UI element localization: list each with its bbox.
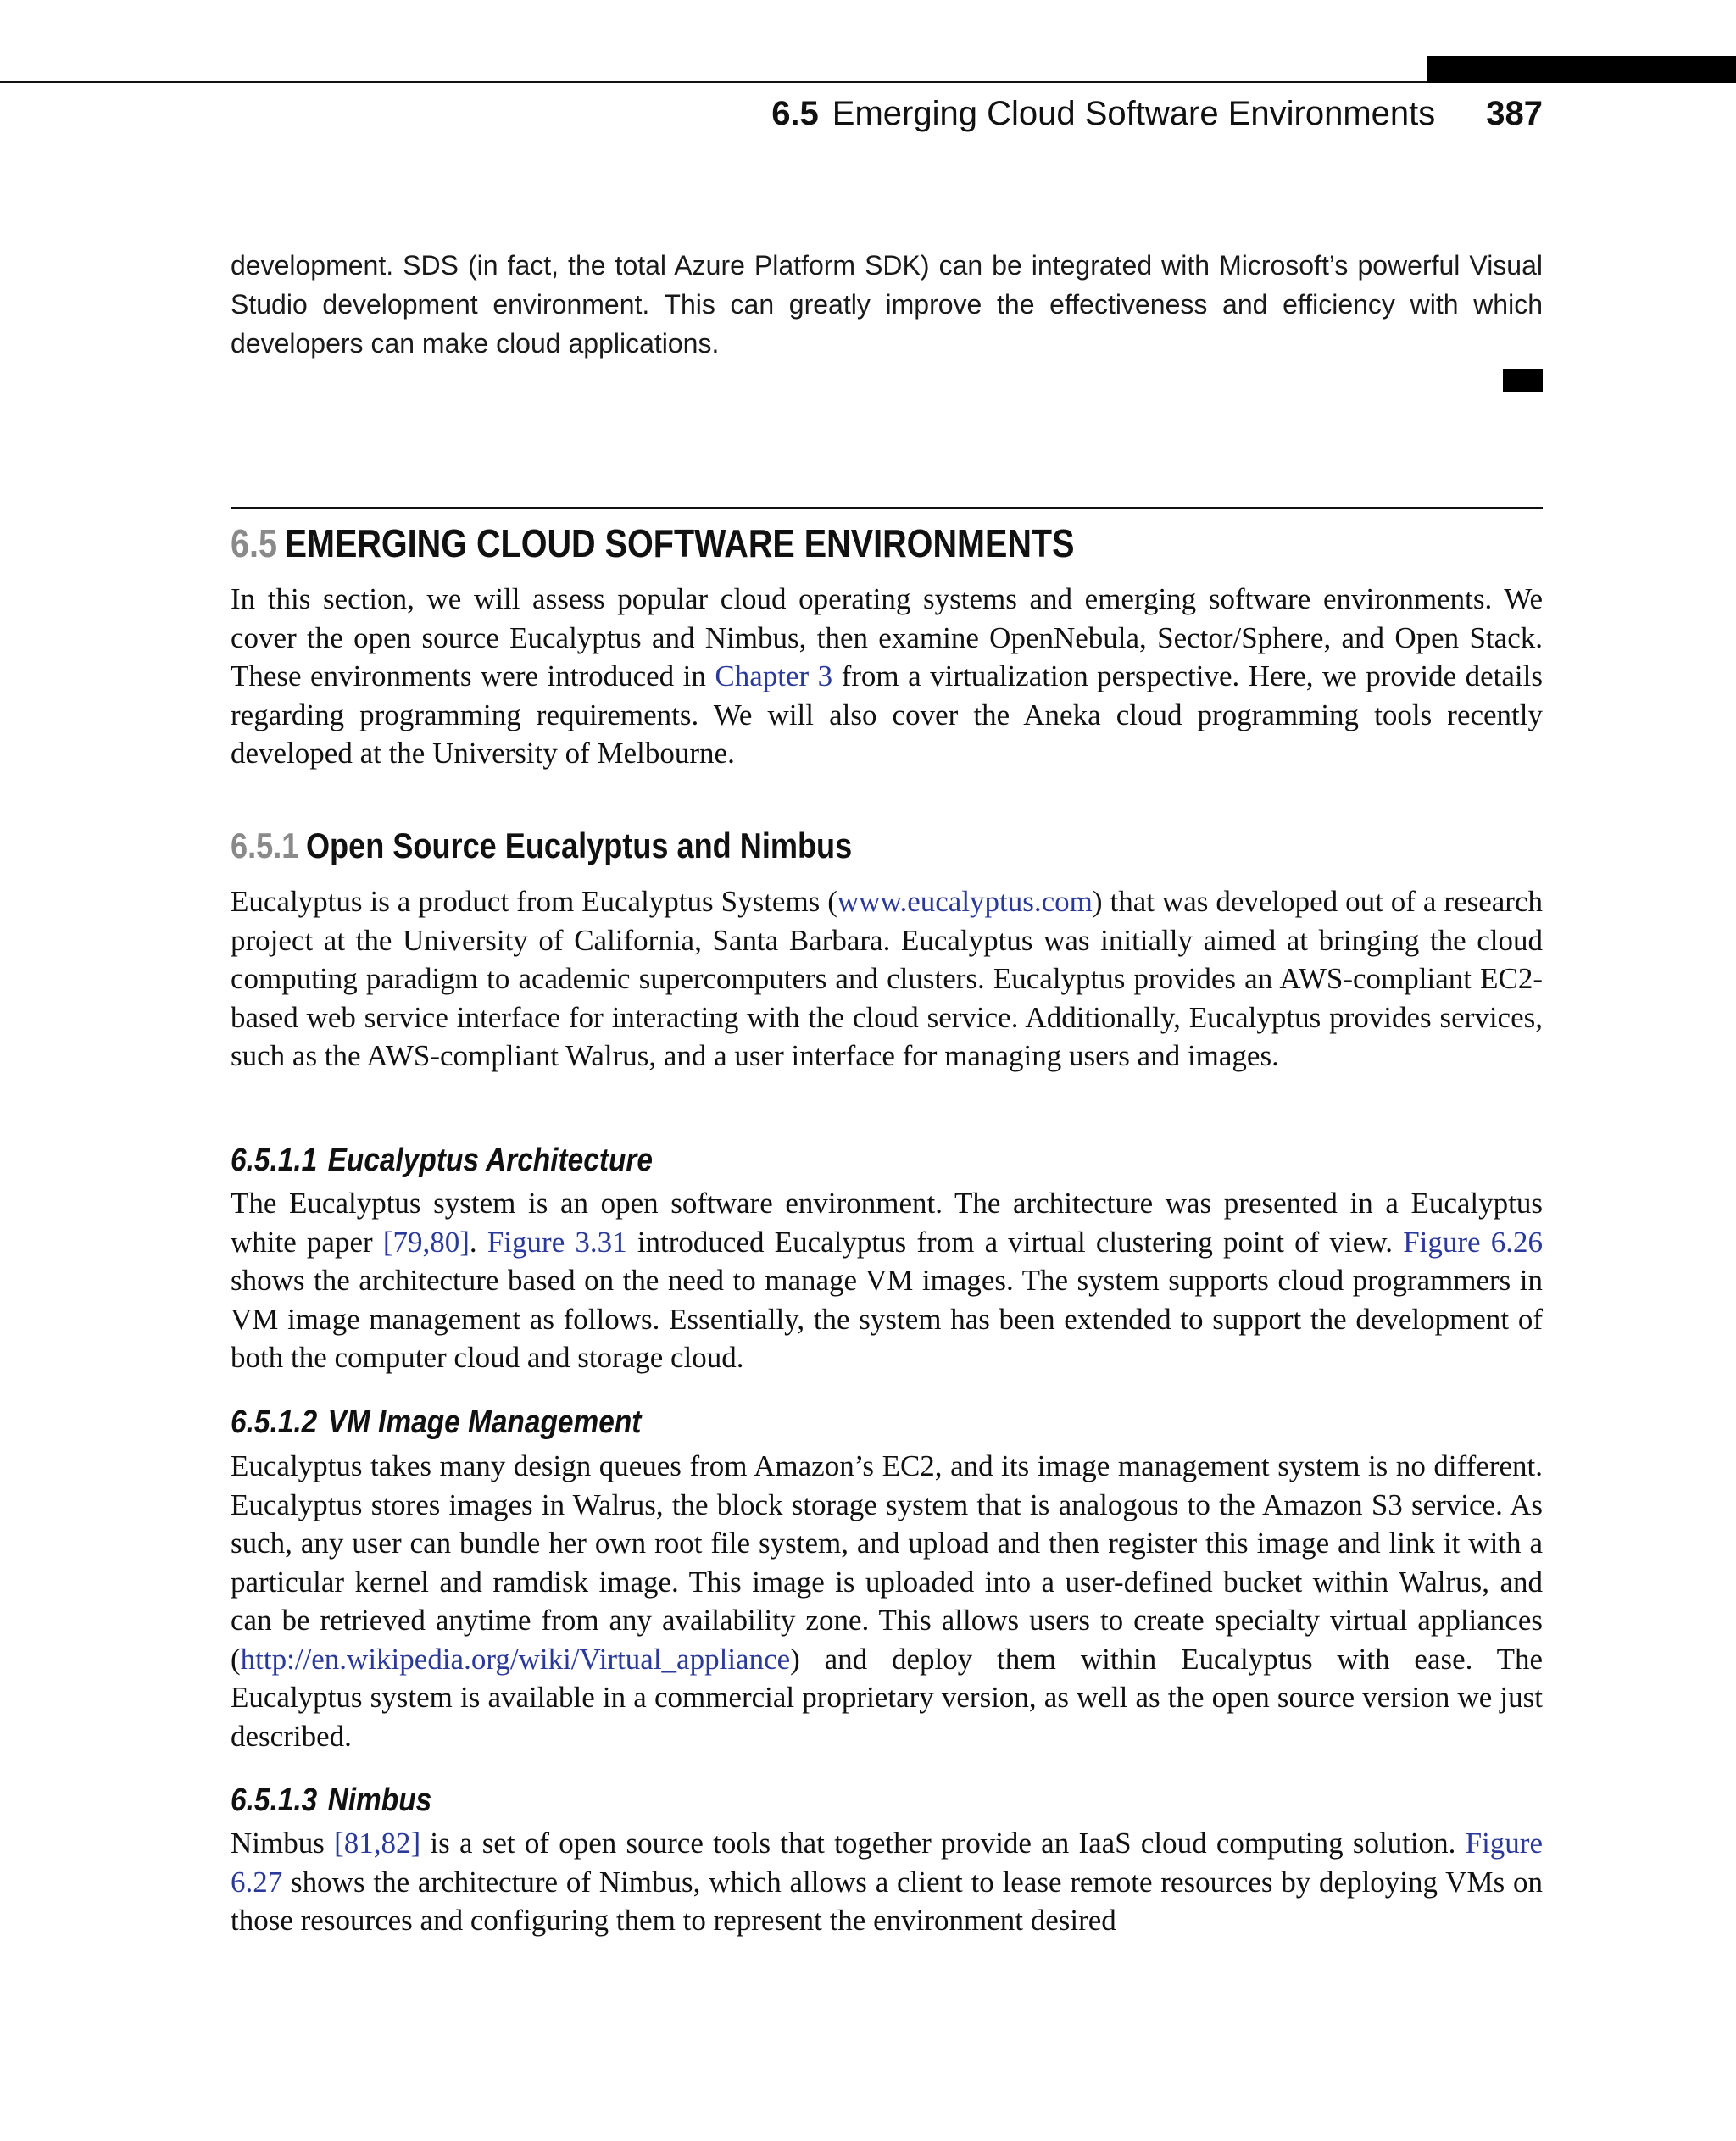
nimbus-heading — [231, 1782, 1543, 1819]
subsection-intro — [231, 882, 1543, 1076]
arch-number: 6.5.1.1 — [231, 1143, 318, 1178]
subsection-title: Open Source Eucalyptus and Nimbus — [305, 826, 853, 865]
subsection-number: 6.5.1 — [231, 826, 299, 865]
figure-6-26-link[interactable]: Figure 6.26 — [1403, 1225, 1543, 1259]
figure-6-27-link[interactable]: Figure 6.27 — [231, 1827, 1543, 1899]
section-rule — [231, 507, 1543, 509]
nimbus-title: Nimbus — [327, 1782, 432, 1818]
arch-title: Eucalyptus Architecture — [327, 1143, 654, 1178]
intro-block — [231, 246, 1543, 363]
figure-3-31-link[interactable]: Figure 3.31 — [487, 1225, 627, 1259]
section-heading — [231, 520, 1543, 566]
nimbus-number: 6.5.1.3 — [231, 1782, 318, 1818]
chapter-3-link[interactable]: Chapter 3 — [715, 659, 833, 692]
nimbus-paragraph: Nimbus [81,82] is a set of open source tools that together provide an IaaS cloud computing solution. Figure 6.27 shows the architecture of Nimbus, which allows a client to lease remote resources by deploying VMs on those resources and configuring them to represent the environment desired — [231, 1827, 1543, 1937]
vm-heading — [231, 1404, 1543, 1441]
end-of-box-mark — [1503, 369, 1543, 392]
ref-79-80-link[interactable]: [79,80] — [382, 1225, 470, 1259]
vm-paragraph: Eucalyptus takes many design queues from Amazon’s EC2, and its image management system is no different. Eucalyptus stores images in Walrus, the block storage system that is analogous to the Amazon S3 service. As such, any user can bundle her own root file system, and upload and then register this image and link it with a particular kernel and ramdisk image. This image is uploaded into a user-defined bucket within Walrus, and can be retrieved anytime from any availability zone. This allows users to create specialty virtual appliances (http://en.wikipedia.org/wiki/Virtual_appliance) and deploy them within Eucalyptus with ease. The Eucalyptus system is available in a commercial proprietary version, as well as the open source version we just described. — [231, 1449, 1543, 1753]
section-paragraph: In this section, we will assess popular cloud operating systems and emerging software environments. We cover the open source Eucalyptus and Nimbus, then examine OpenNebula, Sector/Sphere, and Open Stack. These environments were introduced in Chapter 3 from a virtualization perspective. Here, we provide details regarding programming requirements. We will also cover the Aneka cloud programming tools recently developed at the University of Melbourne. — [231, 582, 1544, 770]
section-number: 6.5 — [231, 521, 277, 565]
subsection-heading — [231, 826, 1543, 866]
vm-number: 6.5.1.2 — [231, 1404, 318, 1440]
arch-body — [231, 1184, 1543, 1377]
header-tab-block — [1427, 56, 1736, 83]
page-number: 387 — [1486, 95, 1543, 132]
vm-body — [231, 1447, 1543, 1755]
ref-81-82-link[interactable]: [81,82] — [334, 1827, 421, 1860]
arch-heading — [231, 1143, 1543, 1179]
running-head-section-number: 6.5 — [771, 95, 819, 132]
section-title: EMERGING CLOUD SOFTWARE ENVIRONMENTS — [284, 521, 1075, 565]
virtual-appliance-link[interactable]: http://en.wikipedia.org/wiki/Virtual_appliance — [240, 1642, 791, 1676]
section-intro — [231, 580, 1543, 773]
eucalyptus-url-link[interactable]: www.eucalyptus.com — [837, 885, 1093, 918]
running-head — [771, 95, 1543, 133]
nimbus-body — [231, 1824, 1543, 1940]
eucalyptus-paragraph: Eucalyptus is a product from Eucalyptus Systems (www.eucalyptus.com) that was developed out of a research project at the University of California, Santa Barbara. Eucalyptus was initially aimed at bringing the cloud computing paradigm to academic supercomputers and clusters. Eucalyptus provides an AWS-compliant EC2-based web service interface for interacting with the cloud service. Additionally, Eucalyptus provides services, such as the AWS-compliant Walrus, and a user interface for managing users and images. — [231, 885, 1543, 1072]
arch-paragraph: The Eucalyptus system is an open software environment. The architecture was presented in a Eucalyptus white paper [79,80]. Figure 3.31 introduced Eucalyptus from a virtual clustering point of view. Figure 6.26 shows the architecture based on the need to manage VM images. The system supports cloud programmers in VM image management as follows. Essentially, the system has been extended to support the development of both the computer cloud and storage cloud. — [231, 1187, 1543, 1374]
vm-title: VM Image Management — [327, 1404, 642, 1440]
intro-paragraph: development. SDS (in fact, the total Azure Platform SDK) can be integrated with Microsoft’s powerful Visual Studio development environment. This can greatly improve the effectiveness and efficiency with which developers can make cloud applications. — [231, 250, 1543, 359]
running-head-title: Emerging Cloud Software Environments — [832, 95, 1436, 132]
